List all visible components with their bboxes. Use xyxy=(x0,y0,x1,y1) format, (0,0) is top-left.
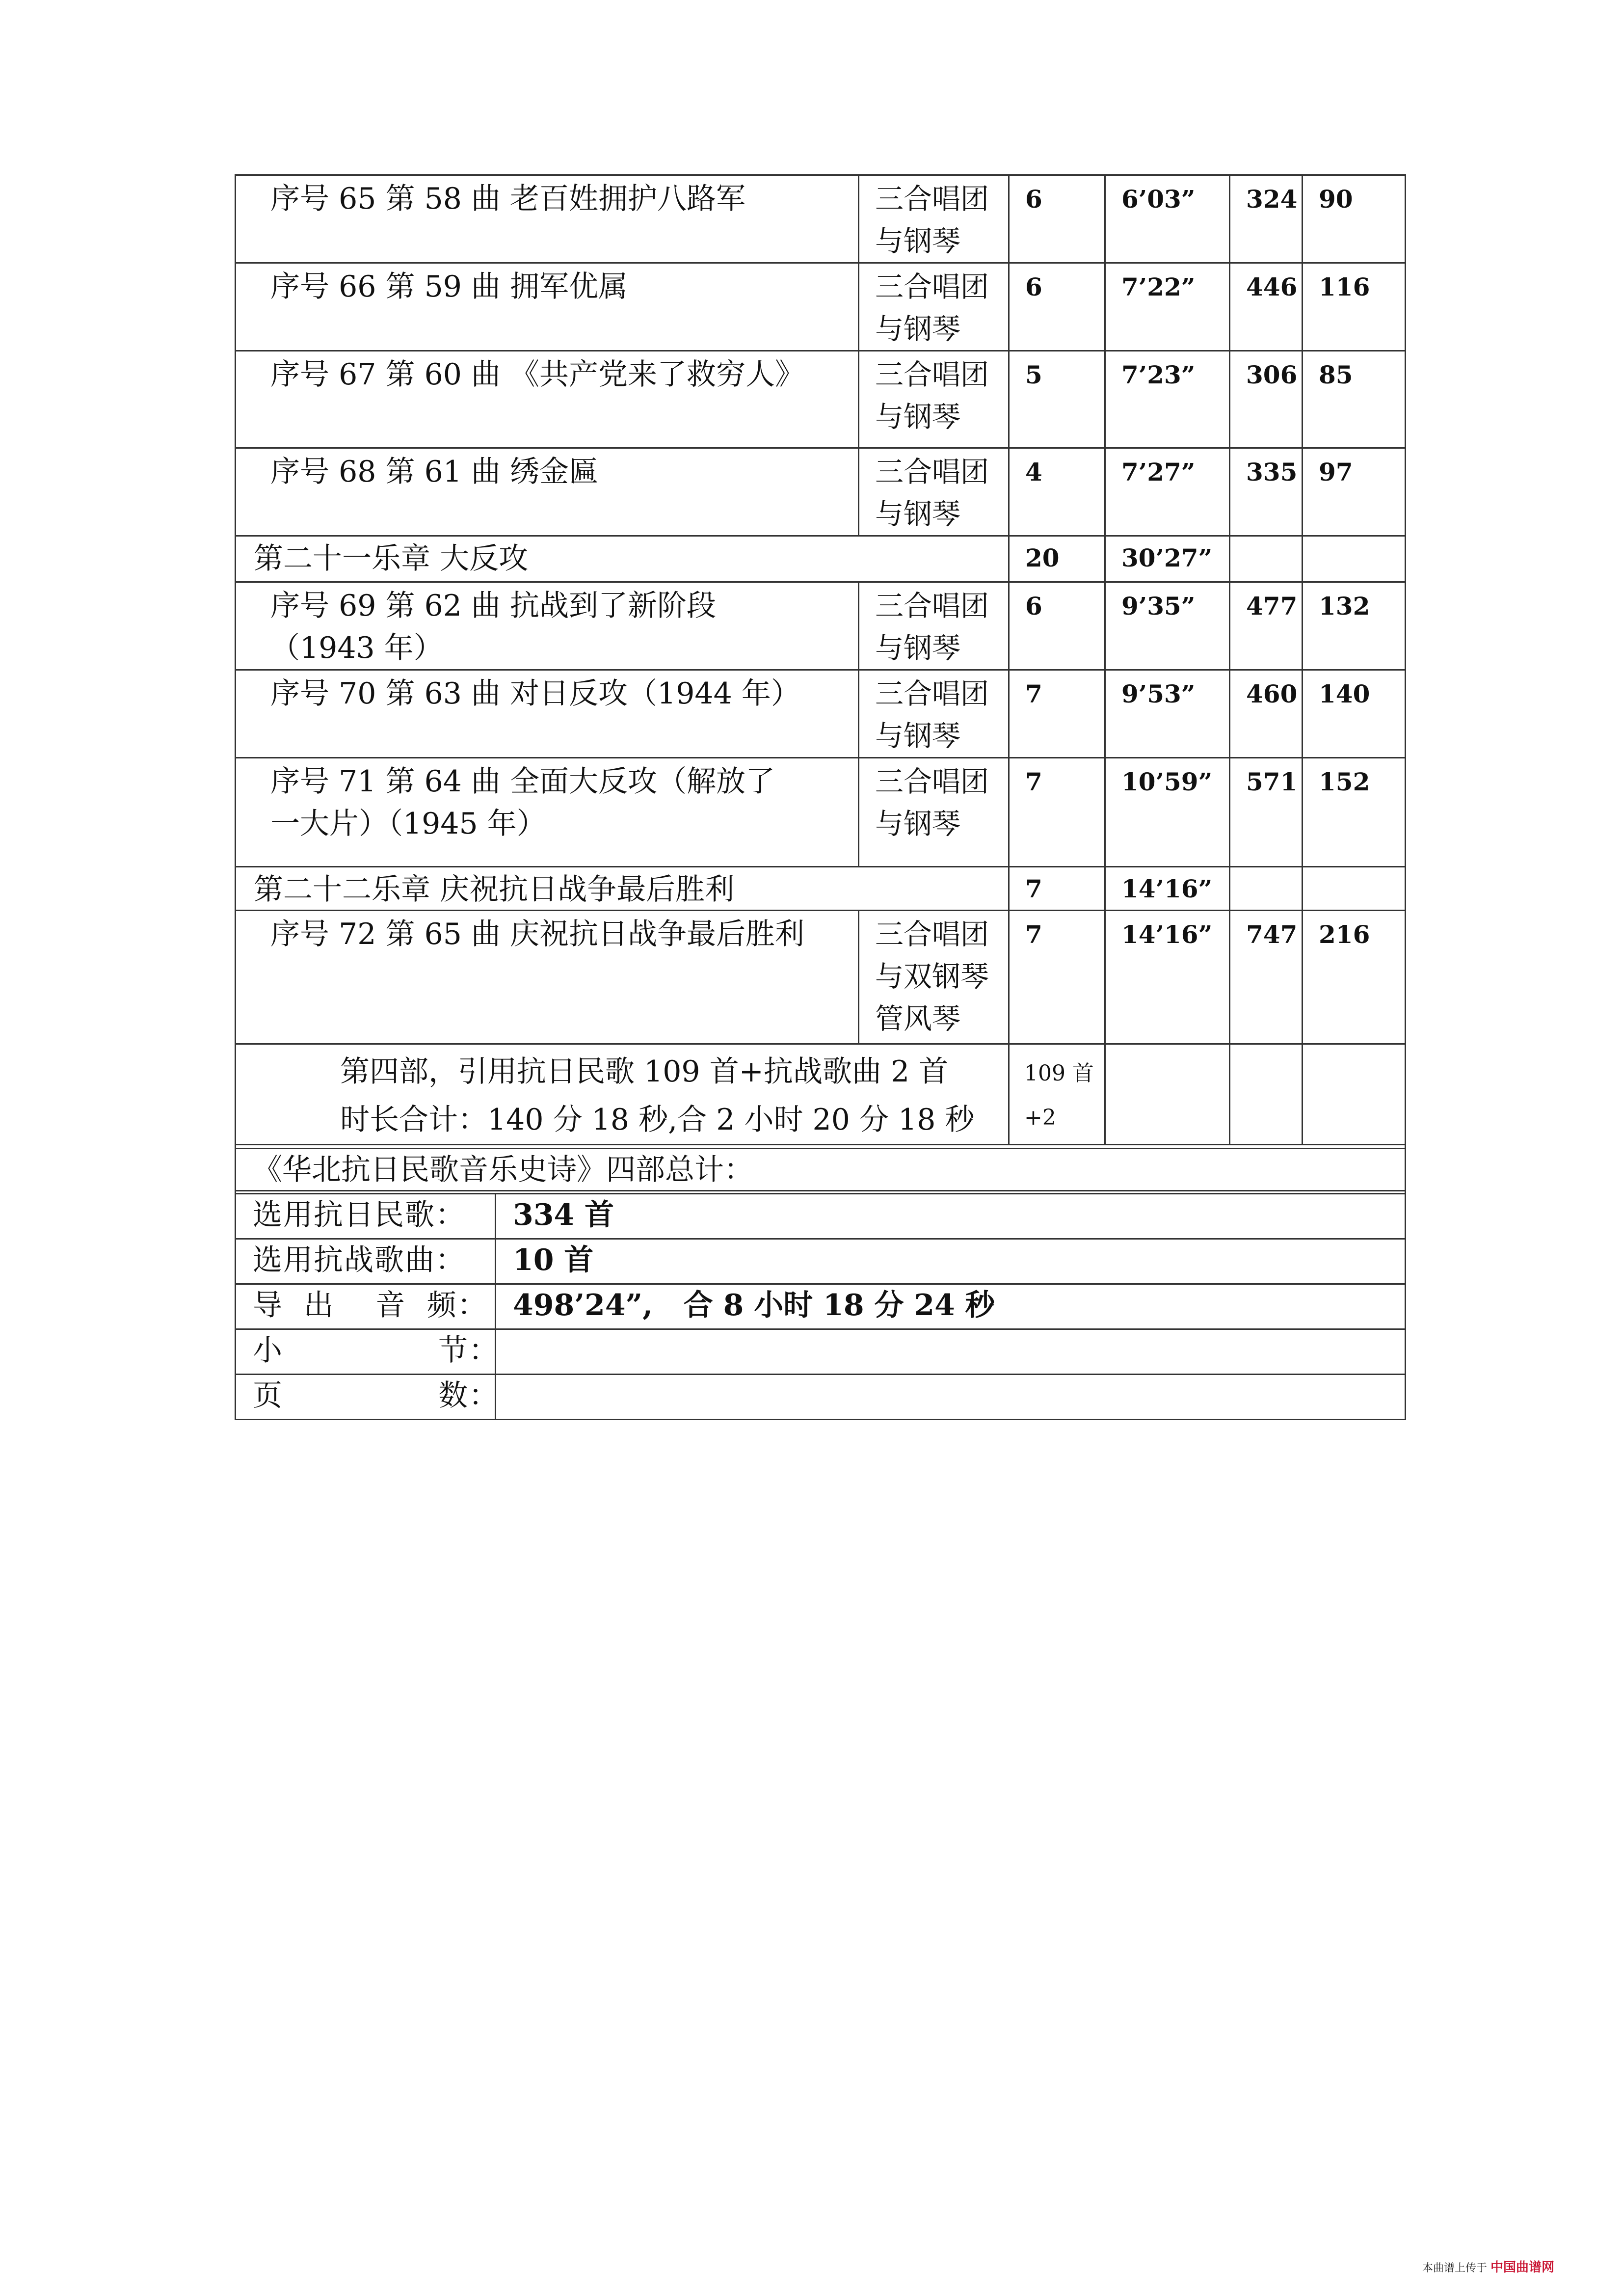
part-count: 6 xyxy=(1009,175,1105,263)
totals-heading-row xyxy=(236,1149,1406,1194)
footer-prefix: 本曲谱上传于 xyxy=(1422,2262,1487,2274)
page-count: 152 xyxy=(1303,758,1406,867)
totals-row xyxy=(236,1194,1406,1239)
piece-title: 序号 68 第 61 曲 绣金匾 xyxy=(236,448,859,536)
chapter-row xyxy=(236,536,1406,582)
duration: 7’23” xyxy=(1105,351,1230,448)
footer-brand-logo: 中国曲谱网 xyxy=(1490,2260,1554,2275)
chapter-row xyxy=(236,867,1406,911)
totals-value xyxy=(496,1375,1406,1420)
totals-label: 选用抗日民歌： xyxy=(236,1194,496,1239)
empty-cell xyxy=(1230,536,1303,582)
totals-row xyxy=(236,1375,1406,1420)
duration: 10’59” xyxy=(1105,758,1230,867)
piece-title: 序号 67 第 60 曲 《共产党来了救穷人》 xyxy=(236,351,859,448)
totals-value: 334 首 xyxy=(496,1194,1406,1239)
performer-cell: 三合唱团 与钢琴 xyxy=(859,582,1009,670)
part-count: 6 xyxy=(1009,263,1105,351)
summary-count xyxy=(1009,1044,1105,1145)
piece-row xyxy=(236,175,1406,263)
chapter-count: 20 xyxy=(1009,536,1105,582)
totals-label: 小 节： xyxy=(236,1329,496,1375)
watermark-footer xyxy=(1422,2257,1554,2275)
piece-title: 序号 66 第 59 曲 拥军优属 xyxy=(236,263,859,351)
score-table xyxy=(235,174,1406,1191)
bar-count: 446 xyxy=(1230,263,1303,351)
piece-row xyxy=(236,911,1406,1044)
totals-label: 导 出 音 频： xyxy=(236,1284,496,1329)
totals-table xyxy=(235,1148,1406,1420)
part-count: 4 xyxy=(1009,448,1105,536)
part-summary xyxy=(236,1044,1009,1145)
empty-cell xyxy=(1303,1044,1406,1145)
totals-label: 选用抗战歌曲： xyxy=(236,1239,496,1284)
piece-title: 序号 65 第 58 曲 老百姓拥护八路军 xyxy=(236,175,859,263)
part-summary-row xyxy=(236,1044,1406,1145)
chapter-count: 7 xyxy=(1009,867,1105,911)
totals-value: 498’24”, 合 8 小时 18 分 24 秒 xyxy=(496,1284,1406,1329)
summary-count-line: 109 首 xyxy=(1024,1061,1094,1086)
chapter-title: 第二十一乐章 大反攻 xyxy=(236,536,1009,582)
empty-cell xyxy=(1303,867,1406,911)
piece-title: 序号 72 第 65 曲 庆祝抗日战争最后胜利 xyxy=(236,911,859,1044)
page-count: 116 xyxy=(1303,263,1406,351)
empty-cell xyxy=(1230,867,1303,911)
part-count: 7 xyxy=(1009,670,1105,758)
performer-cell: 三合唱团 与钢琴 xyxy=(859,448,1009,536)
performer-cell: 三合唱团 与钢琴 xyxy=(859,351,1009,448)
totals-row xyxy=(236,1284,1406,1329)
performer-cell: 三合唱团 与双钢琴 管风琴 xyxy=(859,911,1009,1044)
piece-row xyxy=(236,582,1406,670)
summary-line: 第四部，引用抗日民歌 109 首+抗战歌曲 2 首 xyxy=(340,1054,949,1089)
bar-count: 306 xyxy=(1230,351,1303,448)
empty-cell xyxy=(1105,1044,1230,1145)
piece-row xyxy=(236,351,1406,448)
chapter-duration: 14’16” xyxy=(1105,867,1230,911)
duration: 14’16” xyxy=(1105,911,1230,1044)
totals-row xyxy=(236,1329,1406,1375)
part-count: 7 xyxy=(1009,758,1105,867)
bar-count: 460 xyxy=(1230,670,1303,758)
duration: 6’03” xyxy=(1105,175,1230,263)
part-count: 5 xyxy=(1009,351,1105,448)
piece-row xyxy=(236,263,1406,351)
duration: 9’35” xyxy=(1105,582,1230,670)
page-count: 97 xyxy=(1303,448,1406,536)
chapter-title: 第二十二乐章 庆祝抗日战争最后胜利 xyxy=(236,867,1009,911)
bar-count: 477 xyxy=(1230,582,1303,670)
page-count: 216 xyxy=(1303,911,1406,1044)
part-count: 7 xyxy=(1009,911,1105,1044)
bar-count: 747 xyxy=(1230,911,1303,1044)
chapter-duration: 30’27” xyxy=(1105,536,1230,582)
page-count: 85 xyxy=(1303,351,1406,448)
bar-count: 335 xyxy=(1230,448,1303,536)
totals-value xyxy=(496,1329,1406,1375)
performer-cell: 三合唱团 与钢琴 xyxy=(859,758,1009,867)
piece-title: 序号 71 第 64 曲 全面大反攻（解放了 一大片）（1945 年） xyxy=(236,758,859,867)
performer-cell: 三合唱团 与钢琴 xyxy=(859,175,1009,263)
summary-line: 时长合计：140 分 18 秒,合 2 小时 20 分 18 秒 xyxy=(340,1103,975,1137)
part-count: 6 xyxy=(1009,582,1105,670)
duration: 9’53” xyxy=(1105,670,1230,758)
bar-count: 571 xyxy=(1230,758,1303,867)
bar-count: 324 xyxy=(1230,175,1303,263)
piece-title: 序号 70 第 63 曲 对日反攻（1944 年） xyxy=(236,670,859,758)
totals-value: 10 首 xyxy=(496,1239,1406,1284)
page-count: 132 xyxy=(1303,582,1406,670)
totals-heading: 《华北抗日民歌音乐史诗》四部总计： xyxy=(236,1149,1406,1194)
empty-cell xyxy=(1230,1044,1303,1145)
piece-row xyxy=(236,758,1406,867)
totals-label: 页 数： xyxy=(236,1375,496,1420)
empty-cell xyxy=(1303,536,1406,582)
page-count: 140 xyxy=(1303,670,1406,758)
duration: 7’22” xyxy=(1105,263,1230,351)
piece-row xyxy=(236,670,1406,758)
piece-title: 序号 69 第 62 曲 抗战到了新阶段 （1943 年） xyxy=(236,582,859,670)
performer-cell: 三合唱团 与钢琴 xyxy=(859,670,1009,758)
summary-count-line: +2 xyxy=(1024,1105,1056,1130)
totals-row xyxy=(236,1239,1406,1284)
duration: 7’27” xyxy=(1105,448,1230,536)
piece-row xyxy=(236,448,1406,536)
performer-cell: 三合唱团 与钢琴 xyxy=(859,263,1009,351)
page-count: 90 xyxy=(1303,175,1406,263)
